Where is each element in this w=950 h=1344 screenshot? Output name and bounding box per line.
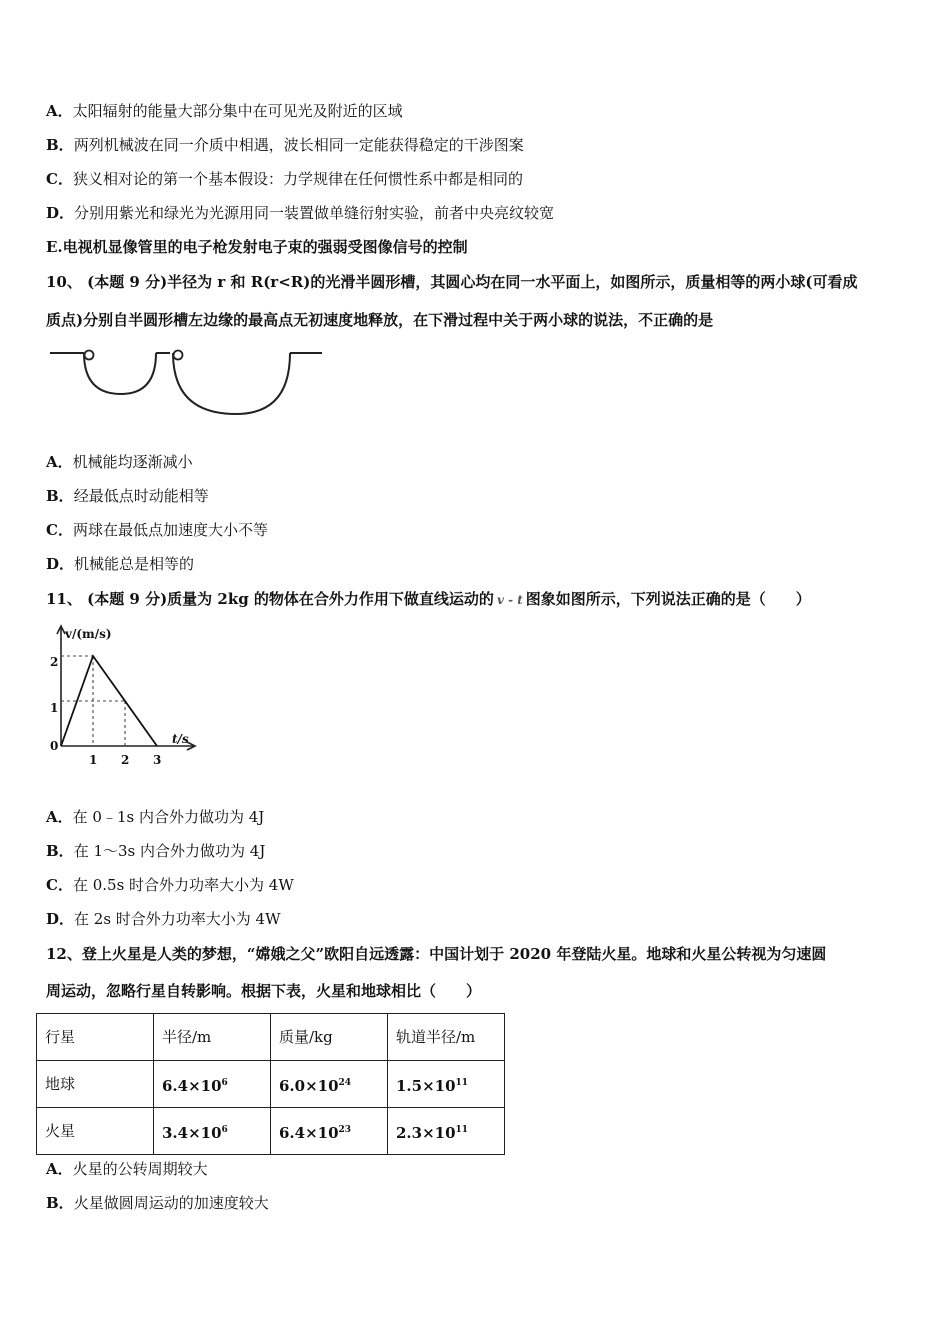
y-axis-label: v/(m/s) [65, 627, 112, 641]
planet-name: 地球 [37, 1061, 154, 1108]
q10-option-d: D．机械能总是相等的 [46, 555, 195, 573]
q11-vt-graph [44, 620, 204, 772]
x-axis-label: t/s [172, 732, 189, 746]
radius-value: $6.4\times 10^6$ [154, 1061, 271, 1108]
q9-option-c: C．狭义相对论的第一个基本假设：力学规律在任何惯性系中都是相同的 [46, 170, 523, 188]
header-planet: 行星 [37, 1014, 154, 1061]
q10-option-b: B．经最低点时动能相等 [46, 487, 209, 505]
q11-option-d: D．在 2s 时合外力功率大小为 4W [46, 910, 281, 928]
y-tick-2: 2 [50, 655, 59, 669]
large-groove [173, 353, 290, 414]
q11-option-c: C．在 0.5s 时合外力功率大小为 4W [46, 876, 294, 894]
small-ball [85, 351, 94, 360]
q11-option-b: B．在 1～3s 内合外力做功为 4J [46, 842, 266, 860]
y-tick-1: 1 [50, 701, 59, 715]
planet-name: 火星 [37, 1108, 154, 1155]
q10-option-c: C．两球在最低点加速度大小不等 [46, 521, 268, 539]
table-row [37, 1108, 505, 1155]
orbit-value: $2.3\times 10^{11}$ [388, 1108, 505, 1155]
planet-table [36, 1013, 505, 1155]
origin-label: 0 [50, 739, 59, 753]
header-radius: 半径/m [154, 1014, 271, 1061]
q11-stem: 11、 (本题 9 分)质量为 2kg 的物体在合外力作用下做直线运动的 v - t 图象如图所示，下列说法正确的是（ ） [46, 590, 811, 608]
small-groove [84, 353, 156, 394]
orbit-value: $1.5\times 10^{11}$ [388, 1061, 505, 1108]
x-tick-1: 1 [89, 753, 98, 767]
vt-symbol: v - t [496, 593, 523, 607]
q10-semicircle-grooves-figure [46, 342, 326, 422]
q12-option-a: A．火星的公转周期较大 [46, 1160, 208, 1178]
q9-option-b: B．两列机械波在同一介质中相遇，波长相同一定能获得稳定的干涉图案 [46, 136, 524, 154]
q12-stem-line1: 12、登上火星是人类的梦想，“嫦娥之父”欧阳自远透露：中国计划于 2020 年登陆火星。地球和火星公转视为匀速圆 [46, 945, 827, 963]
q10-option-a: A．机械能均逐渐减小 [46, 453, 193, 471]
mass-value: $6.4\times 10^{23}$ [271, 1108, 388, 1155]
mass-value: $6.0\times 10^{24}$ [271, 1061, 388, 1108]
table-row [37, 1061, 505, 1108]
header-orbit: 轨道半径/m [388, 1014, 505, 1061]
q11-option-a: A．在 0﹣1s 内合外力做功为 4J [46, 808, 265, 826]
q9-option-a: A．太阳辐射的能量大部分集中在可见光及附近的区域 [46, 102, 403, 120]
x-tick-2: 2 [121, 753, 130, 767]
header-mass: 质量/kg [271, 1014, 388, 1061]
q10-stem-line1: 10、 (本题 9 分)半径为 r 和 R(r<R)的光滑半圆形槽，其圆心均在同一水平面上，如图所示，质量相等的两小球(可看成 [46, 273, 858, 291]
q12-stem-line2: 周运动，忽略行星自转影响。根据下表，火星和地球相比（ ） [46, 982, 482, 1000]
x-tick-3: 3 [153, 753, 162, 767]
table-header-row [37, 1014, 505, 1061]
radius-value: $3.4\times 10^6$ [154, 1108, 271, 1155]
q9-option-e: E.电视机显像管里的电子枪发射电子束的强弱受图像信号的控制 [46, 238, 468, 256]
q10-stem-line2: 质点)分别自半圆形槽左边缘的最高点无初速度地释放，在下滑过程中关于两小球的说法，不正确的是 [46, 311, 714, 329]
q9-option-d: D．分别用紫光和绿光为光源用同一装置做单缝衍射实验，前者中央亮纹较宽 [46, 204, 555, 222]
q12-option-b: B．火星做圆周运动的加速度较大 [46, 1194, 269, 1212]
large-ball [174, 351, 183, 360]
